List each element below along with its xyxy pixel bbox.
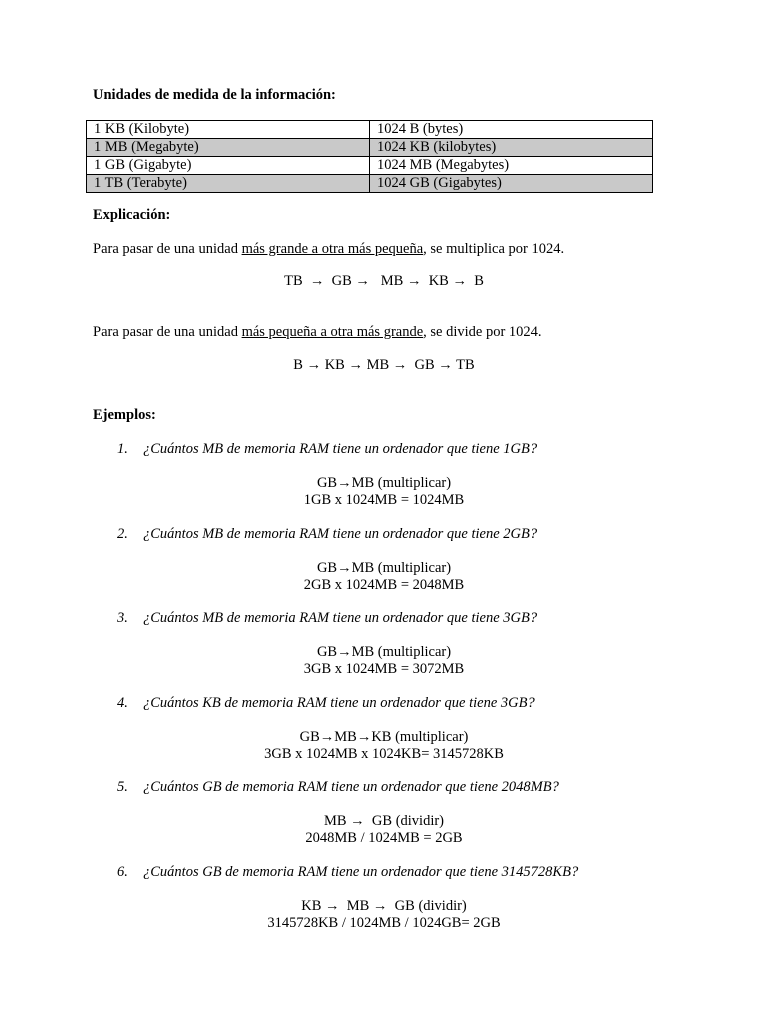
example-calculation: 3GB x 1024MB x 1024KB= 3145728KB xyxy=(264,745,504,762)
units-heading: Unidades de medida de la información: xyxy=(93,87,336,103)
example-step: GB→MB (multiplicar) xyxy=(316,475,452,491)
rule-multiply-underlined: más grande a otra más pequeña xyxy=(241,241,424,257)
examples-heading: Ejemplos: xyxy=(93,407,156,423)
example-number: 2. xyxy=(117,525,128,542)
example-number: 4. xyxy=(117,694,128,711)
rule-divide-underlined: más pequeña a otra más grande xyxy=(241,324,424,340)
rule-divide-suffix: , se divide por 1024. xyxy=(423,324,542,340)
example-question xyxy=(117,441,537,458)
units-table-row xyxy=(87,157,653,175)
example-question xyxy=(117,864,578,881)
chain-multiply: TB → GB → MB → KB → B xyxy=(284,273,484,289)
units-table-row xyxy=(87,175,653,193)
example-step: GB→MB (multiplicar) xyxy=(316,644,452,660)
example-question-text: ¿Cuántos MB de memoria RAM tiene un ordenador que tiene 2GB? xyxy=(143,525,538,542)
example-step: MB → GB (dividir) xyxy=(323,813,445,829)
units-table-value: 1024 KB (kilobytes) xyxy=(370,139,653,157)
example-question xyxy=(117,610,537,627)
example-question xyxy=(117,526,537,543)
units-table-unit: 1 TB (Terabyte) xyxy=(87,175,370,193)
example-number: 3. xyxy=(117,610,128,626)
example-step: GB→MB→KB (multiplicar) xyxy=(299,728,469,745)
example-calculation: 3GB x 1024MB = 3072MB xyxy=(303,661,465,677)
example-question-text: ¿Cuántos KB de memoria RAM tiene un ordenador que tiene 3GB? xyxy=(143,694,535,711)
example-question-text: ¿Cuántos MB de memoria RAM tiene un ordenador que tiene 3GB? xyxy=(143,610,538,626)
example-step: KB → MB → GB (dividir) xyxy=(301,897,467,914)
chain-divide: B → KB → MB → GB → TB xyxy=(293,357,475,373)
rule-multiply-suffix: , se multiplica por 1024. xyxy=(423,241,565,257)
example-calculation: 2048MB / 1024MB = 2GB xyxy=(305,830,463,846)
example-question-text: ¿Cuántos GB de memoria RAM tiene un ordenador que tiene 2048MB? xyxy=(143,779,559,795)
example-calculation: 3145728KB / 1024MB / 1024GB= 2GB xyxy=(267,914,501,931)
rule-multiply-prefix: Para pasar de una unidad xyxy=(93,241,242,257)
rule-multiply xyxy=(93,241,564,258)
example-question-text: ¿Cuántos MB de memoria RAM tiene un ordenador que tiene 1GB? xyxy=(143,441,538,457)
example-calculation: 1GB x 1024MB = 1024MB xyxy=(303,492,465,508)
units-table-row xyxy=(87,139,653,157)
units-table-value: 1024 B (bytes) xyxy=(370,121,653,139)
example-number: 1. xyxy=(117,441,128,457)
example-number: 6. xyxy=(117,863,128,880)
units-table-unit: 1 KB (Kilobyte) xyxy=(87,121,370,139)
units-table-unit: 1 MB (Megabyte) xyxy=(87,139,370,157)
units-table-row xyxy=(87,121,653,139)
example-question-text: ¿Cuántos GB de memoria RAM tiene un ordenador que tiene 3145728KB? xyxy=(143,863,579,880)
units-table-value: 1024 MB (Megabytes) xyxy=(370,157,653,175)
example-question xyxy=(117,695,535,712)
explanation-heading: Explicación: xyxy=(93,207,171,223)
example-number: 5. xyxy=(117,779,128,795)
rule-divide-prefix: Para pasar de una unidad xyxy=(93,324,242,340)
rule-divide xyxy=(93,324,542,341)
units-table-value: 1024 GB (Gigabytes) xyxy=(370,175,653,193)
units-table-unit: 1 GB (Gigabyte) xyxy=(87,157,370,175)
units-table xyxy=(86,120,653,193)
example-calculation: 2GB x 1024MB = 2048MB xyxy=(303,576,465,593)
example-question xyxy=(117,779,559,796)
example-step: GB→MB (multiplicar) xyxy=(316,559,452,576)
